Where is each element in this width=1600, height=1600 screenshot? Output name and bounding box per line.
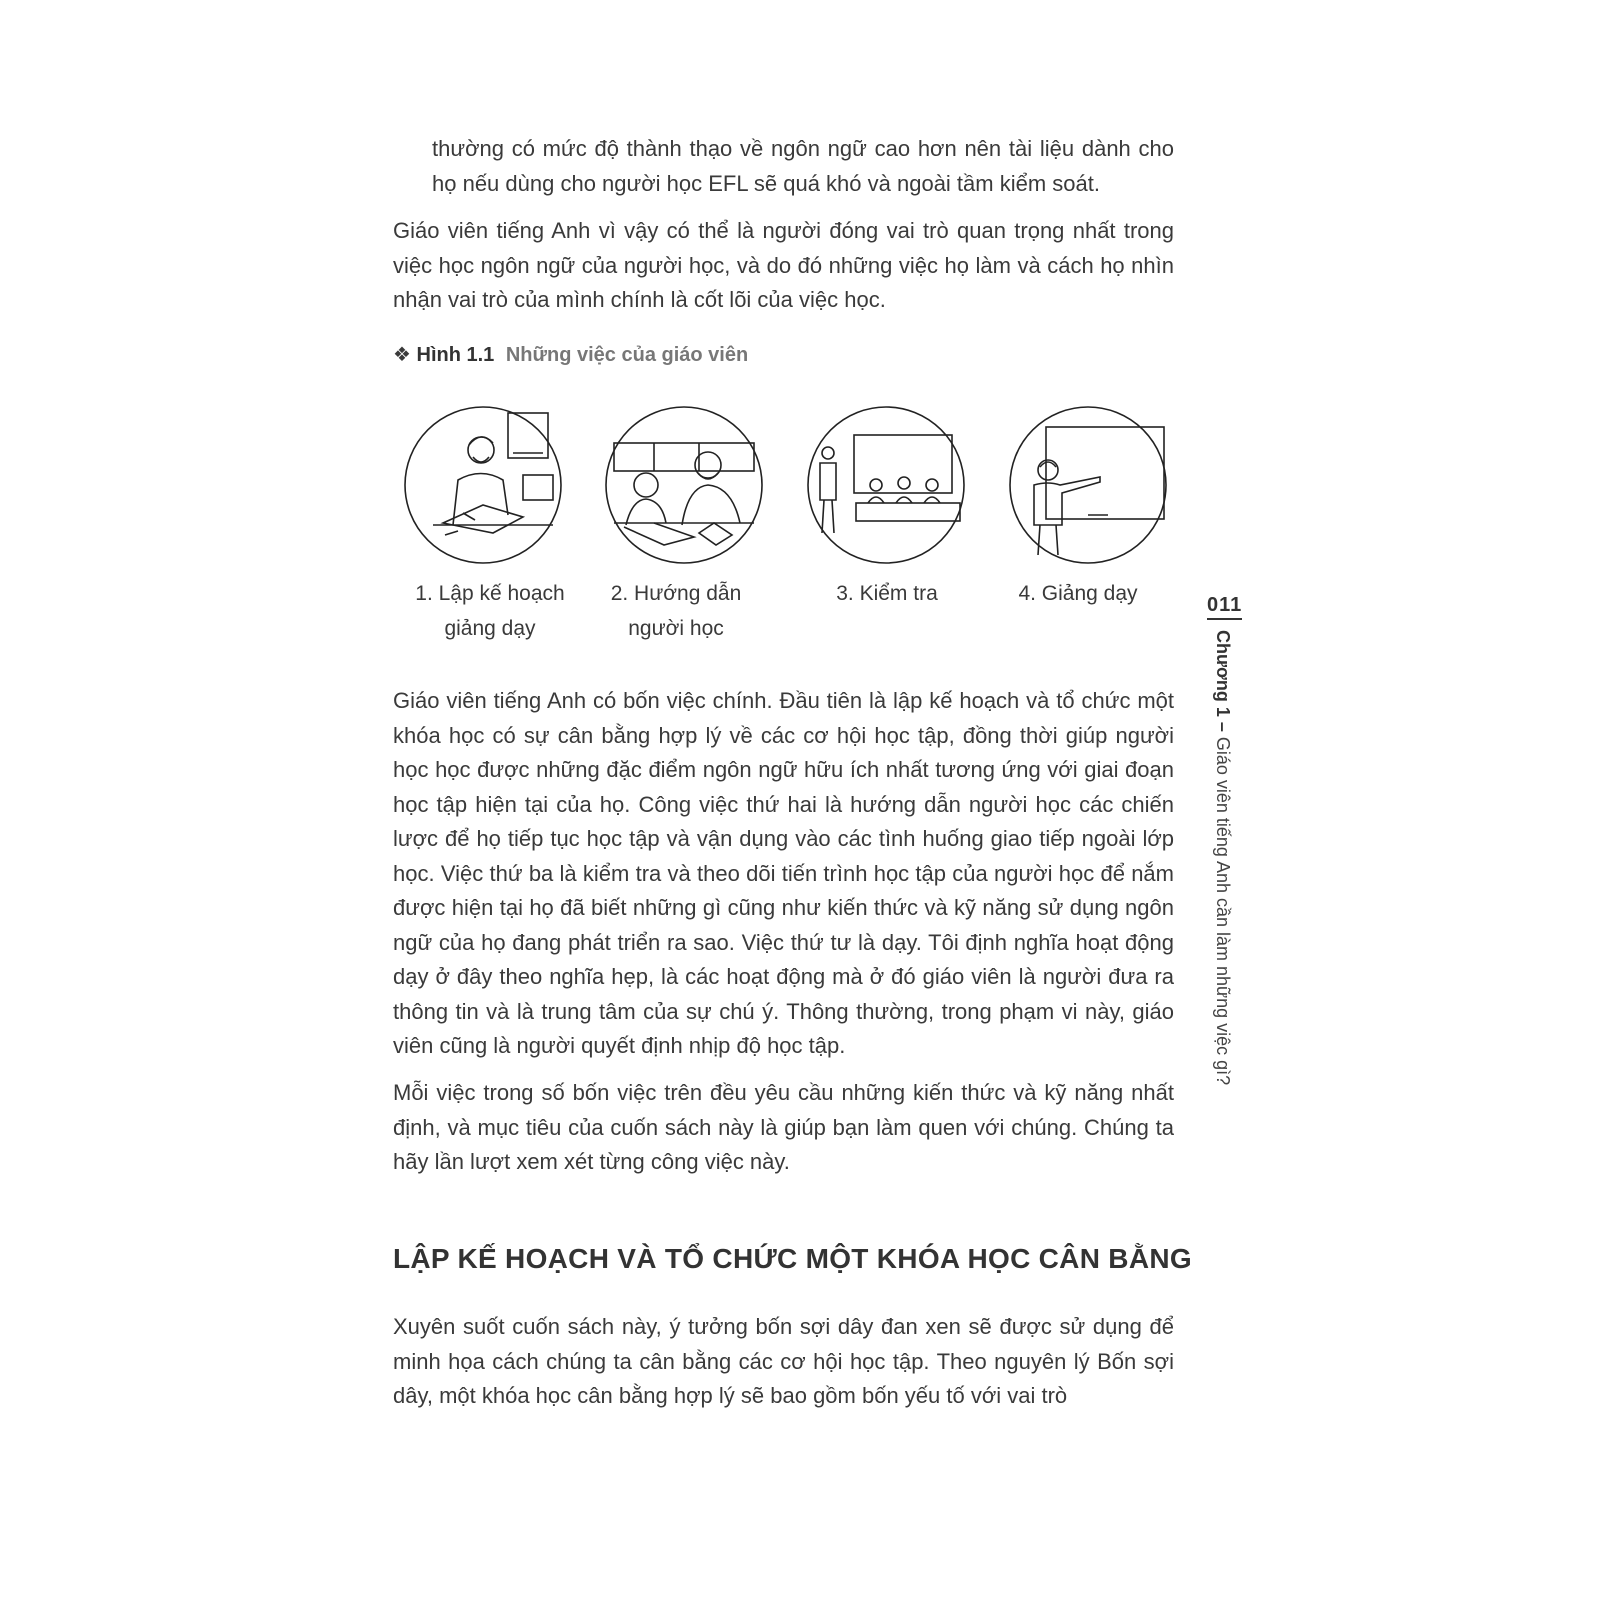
figure-item-label: 2. Hướng dẫn người học bbox=[610, 582, 742, 640]
paragraph: Xuyên suốt cuốn sách này, ý tưởng bốn sợi dây đan xen sẽ được sử dụng để minh họa cách chúng ta cân bằng các cơ hội học tập. Theo nguyên lý Bốn sợi dây, một khóa học cân bằng hợp lý sẽ bao gồm bốn yếu tố với vai trò bbox=[393, 1314, 1174, 1408]
teacher-planning-illustration bbox=[403, 405, 563, 565]
diamond-bullet-icon: ❖ bbox=[393, 344, 411, 366]
chapter-label: Chương 1 – bbox=[1213, 630, 1233, 732]
paragraph: Giáo viên tiếng Anh có bốn việc chính. Đầu tiên là lập kế hoạch và tổ chức một khóa học có sự cân bằng hợp lý về các cơ hội học tập, đồng thời giúp người học học được những đặc điểm ngôn ngữ hữu ích nhất tương ứng với giai đoạn học tập hiện tại của họ. Công việc thứ hai là hướng dẫn người học các chiến lược để họ tiếp tục học tập và vận dụng vào các tình huống giao tiếp ngoài lớp học. Việc thứ ba là kiểm tra và theo dõi tiến trình học tập của người học để nắm được hiện tại họ đã biết những gì cũng như kiến thức và kỹ năng sử dụng ngôn ngữ của họ đang phát triển ra sao. Việc thứ tư là dạy. Tôi định nghĩa hoạt động dạy ở đây theo nghĩa hẹp, là các hoạt động mà ở đó giáo viên là người đưa ra thông tin và là trung tâm của sự chú ý. Thông thường, trong phạm vi này, giáo viên cũng là người quyết định nhịp độ học tập. bbox=[393, 688, 1174, 1058]
chapter-running-head bbox=[1212, 630, 1233, 1085]
figure-label: Hình 1.1 bbox=[416, 344, 495, 366]
figure-title: Những việc của giáo viên bbox=[505, 344, 749, 366]
figure-item-label: 3. Kiểm tra bbox=[836, 582, 938, 605]
page-number: 011 bbox=[1207, 594, 1242, 620]
paragraph: Giáo viên tiếng Anh vì vậy có thể là người đóng vai trò quan trọng nhất trong việc học ngôn ngữ của người học, và do đó những việc họ làm và cách họ nhìn nhận vai trò của mình chính là cốt lõi của việc học. bbox=[393, 218, 1174, 312]
figure-caption bbox=[393, 342, 1174, 367]
paragraph-continuation: thường có mức độ thành thạo về ngôn ngữ cao hơn nên tài liệu dành cho họ nếu dùng cho người học EFL sẽ quá khó và ngoài tầm kiểm soát. bbox=[432, 136, 1174, 196]
figure-item-label: 1. Lập kế hoạch giảng dạy bbox=[415, 582, 565, 640]
teacher-guiding-student-illustration bbox=[604, 405, 764, 565]
teacher-at-board-illustration bbox=[1008, 405, 1168, 565]
teacher-testing-students-illustration bbox=[806, 405, 966, 565]
chapter-title: Giáo viên tiếng Anh cần làm những việc gì? bbox=[1213, 736, 1233, 1086]
paragraph: Mỗi việc trong số bốn việc trên đều yêu cầu những kiến thức và kỹ năng nhất định, và mục tiêu của cuốn sách này là giúp bạn làm quen với chúng. Chúng ta hãy lần lượt xem xét từng công việc này. bbox=[393, 1080, 1174, 1174]
figure-item-label: 4. Giảng dạy bbox=[1018, 582, 1138, 605]
section-heading: LẬP KẾ HOẠCH VÀ TỔ CHỨC MỘT KHÓA HỌC CÂN BẰNG bbox=[393, 1243, 1192, 1274]
